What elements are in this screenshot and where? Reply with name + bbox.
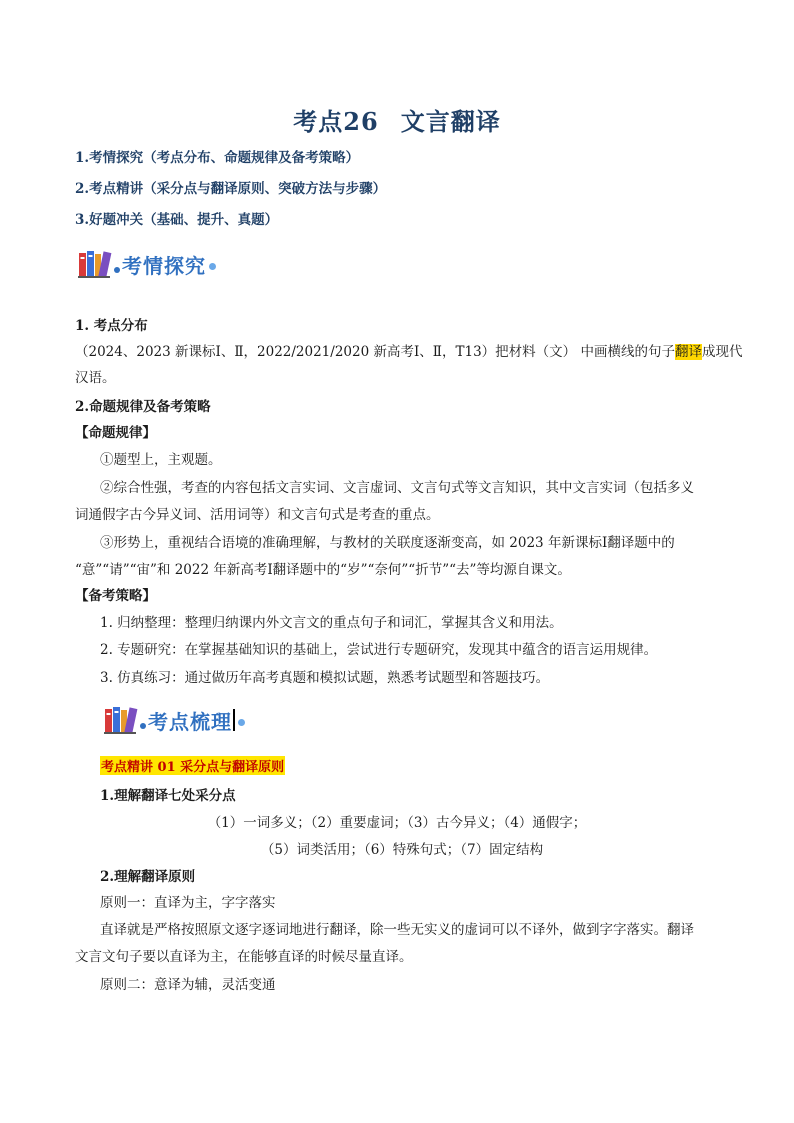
- principle-1-desc-b: 文言文句子要以直译为主，在能够直译的时候尽量直译。: [75, 949, 413, 965]
- section-banner-shuli: [104, 702, 245, 738]
- toc-item-2: 2.考点精讲（采分点与翻译原则、突破方法与步骤）: [75, 181, 387, 197]
- s1-heading: 1. 考点分布: [75, 318, 148, 334]
- page-title: [0, 102, 794, 137]
- points-line-1: （1）一词多义；（2）重要虚词；（3）古今异义；（4）通假字；: [207, 815, 587, 831]
- title-part2: 文言翻译: [400, 107, 501, 136]
- principle-2: 原则二：意译为辅，灵活变通: [100, 977, 276, 993]
- s3-h1: 1.理解翻译七处采分点: [100, 788, 236, 804]
- s2-heading: 2.命题规律及备考策略: [75, 399, 211, 415]
- toc-item-1: 1.考情探究（考点分布、命题规律及备考策略）: [75, 150, 360, 166]
- books-icon: [78, 249, 112, 279]
- rule-heading: 【命题规律】: [75, 425, 156, 441]
- rule-2b: 词通假字古今异义词、活用词等）和文言句式是考查的重点。: [75, 507, 440, 523]
- books-icon: [104, 705, 138, 735]
- section-tag: 考点精讲 01 采分点与翻译原则: [100, 756, 285, 775]
- strategy-3: 3. 仿真练习：通过做历年高考真题和模拟试题，熟悉考试题型和答题技巧。: [100, 670, 550, 686]
- principle-1-desc-a: 直译就是严格按照原文逐字逐词地进行翻译，除一些无实义的虚词可以不译外，做到字字落实。翻译: [100, 922, 694, 938]
- s3-h2: 2.理解翻译原则: [100, 869, 196, 885]
- principle-1: 原则一：直译为主，字字落实: [100, 895, 276, 911]
- rule-2a: ②综合性强，考查的内容包括文言实词、文言虚词、文言句式等文言知识，其中文言实词（包括多义: [100, 480, 694, 496]
- rule-3b: “意”“请”“宙”和 2022 年新高考Ⅰ翻译题中的“岁”“奈何”“折节”“去”等均源自课文。: [75, 562, 571, 578]
- highlight-translate: 翻译: [674, 344, 702, 360]
- strategy-2: 2. 专题研究：在掌握基础知识的基础上，尝试进行专题研究，发现其中蕴含的语言运用规律。: [100, 642, 658, 658]
- s1-line1: （2024、2023 新课标Ⅰ、Ⅱ，2022/2021/2020 新高考Ⅰ、Ⅱ，T13）把材料（文） 中画横线的句子翻译成现代: [75, 344, 743, 360]
- banner-title: 考情探究: [122, 253, 206, 278]
- strategy-heading: 【备考策略】: [75, 588, 156, 604]
- title-part1: 考点26: [293, 107, 379, 136]
- section-banner-kaoqing: [78, 246, 216, 282]
- toc-item-3: 3.好题冲关（基础、提升、真题）: [75, 212, 279, 228]
- s1-line2: 汉语。: [75, 370, 116, 386]
- text-cursor: [233, 709, 235, 731]
- points-line-2: （5）词类活用；（6）特殊句式；（7）固定结构: [260, 842, 544, 858]
- rule-1: ①题型上，主观题。: [100, 452, 222, 468]
- rule-3a: ③形势上，重视结合语境的准确理解，与教材的关联度逐渐变高，如 2023 年新课标Ⅰ翻译题中的: [100, 535, 675, 551]
- strategy-1: 1. 归纳整理：整理归纳课内外文言文的重点句子和词汇，掌握其含义和用法。: [100, 615, 563, 631]
- banner-title: 考点梳理: [148, 709, 232, 734]
